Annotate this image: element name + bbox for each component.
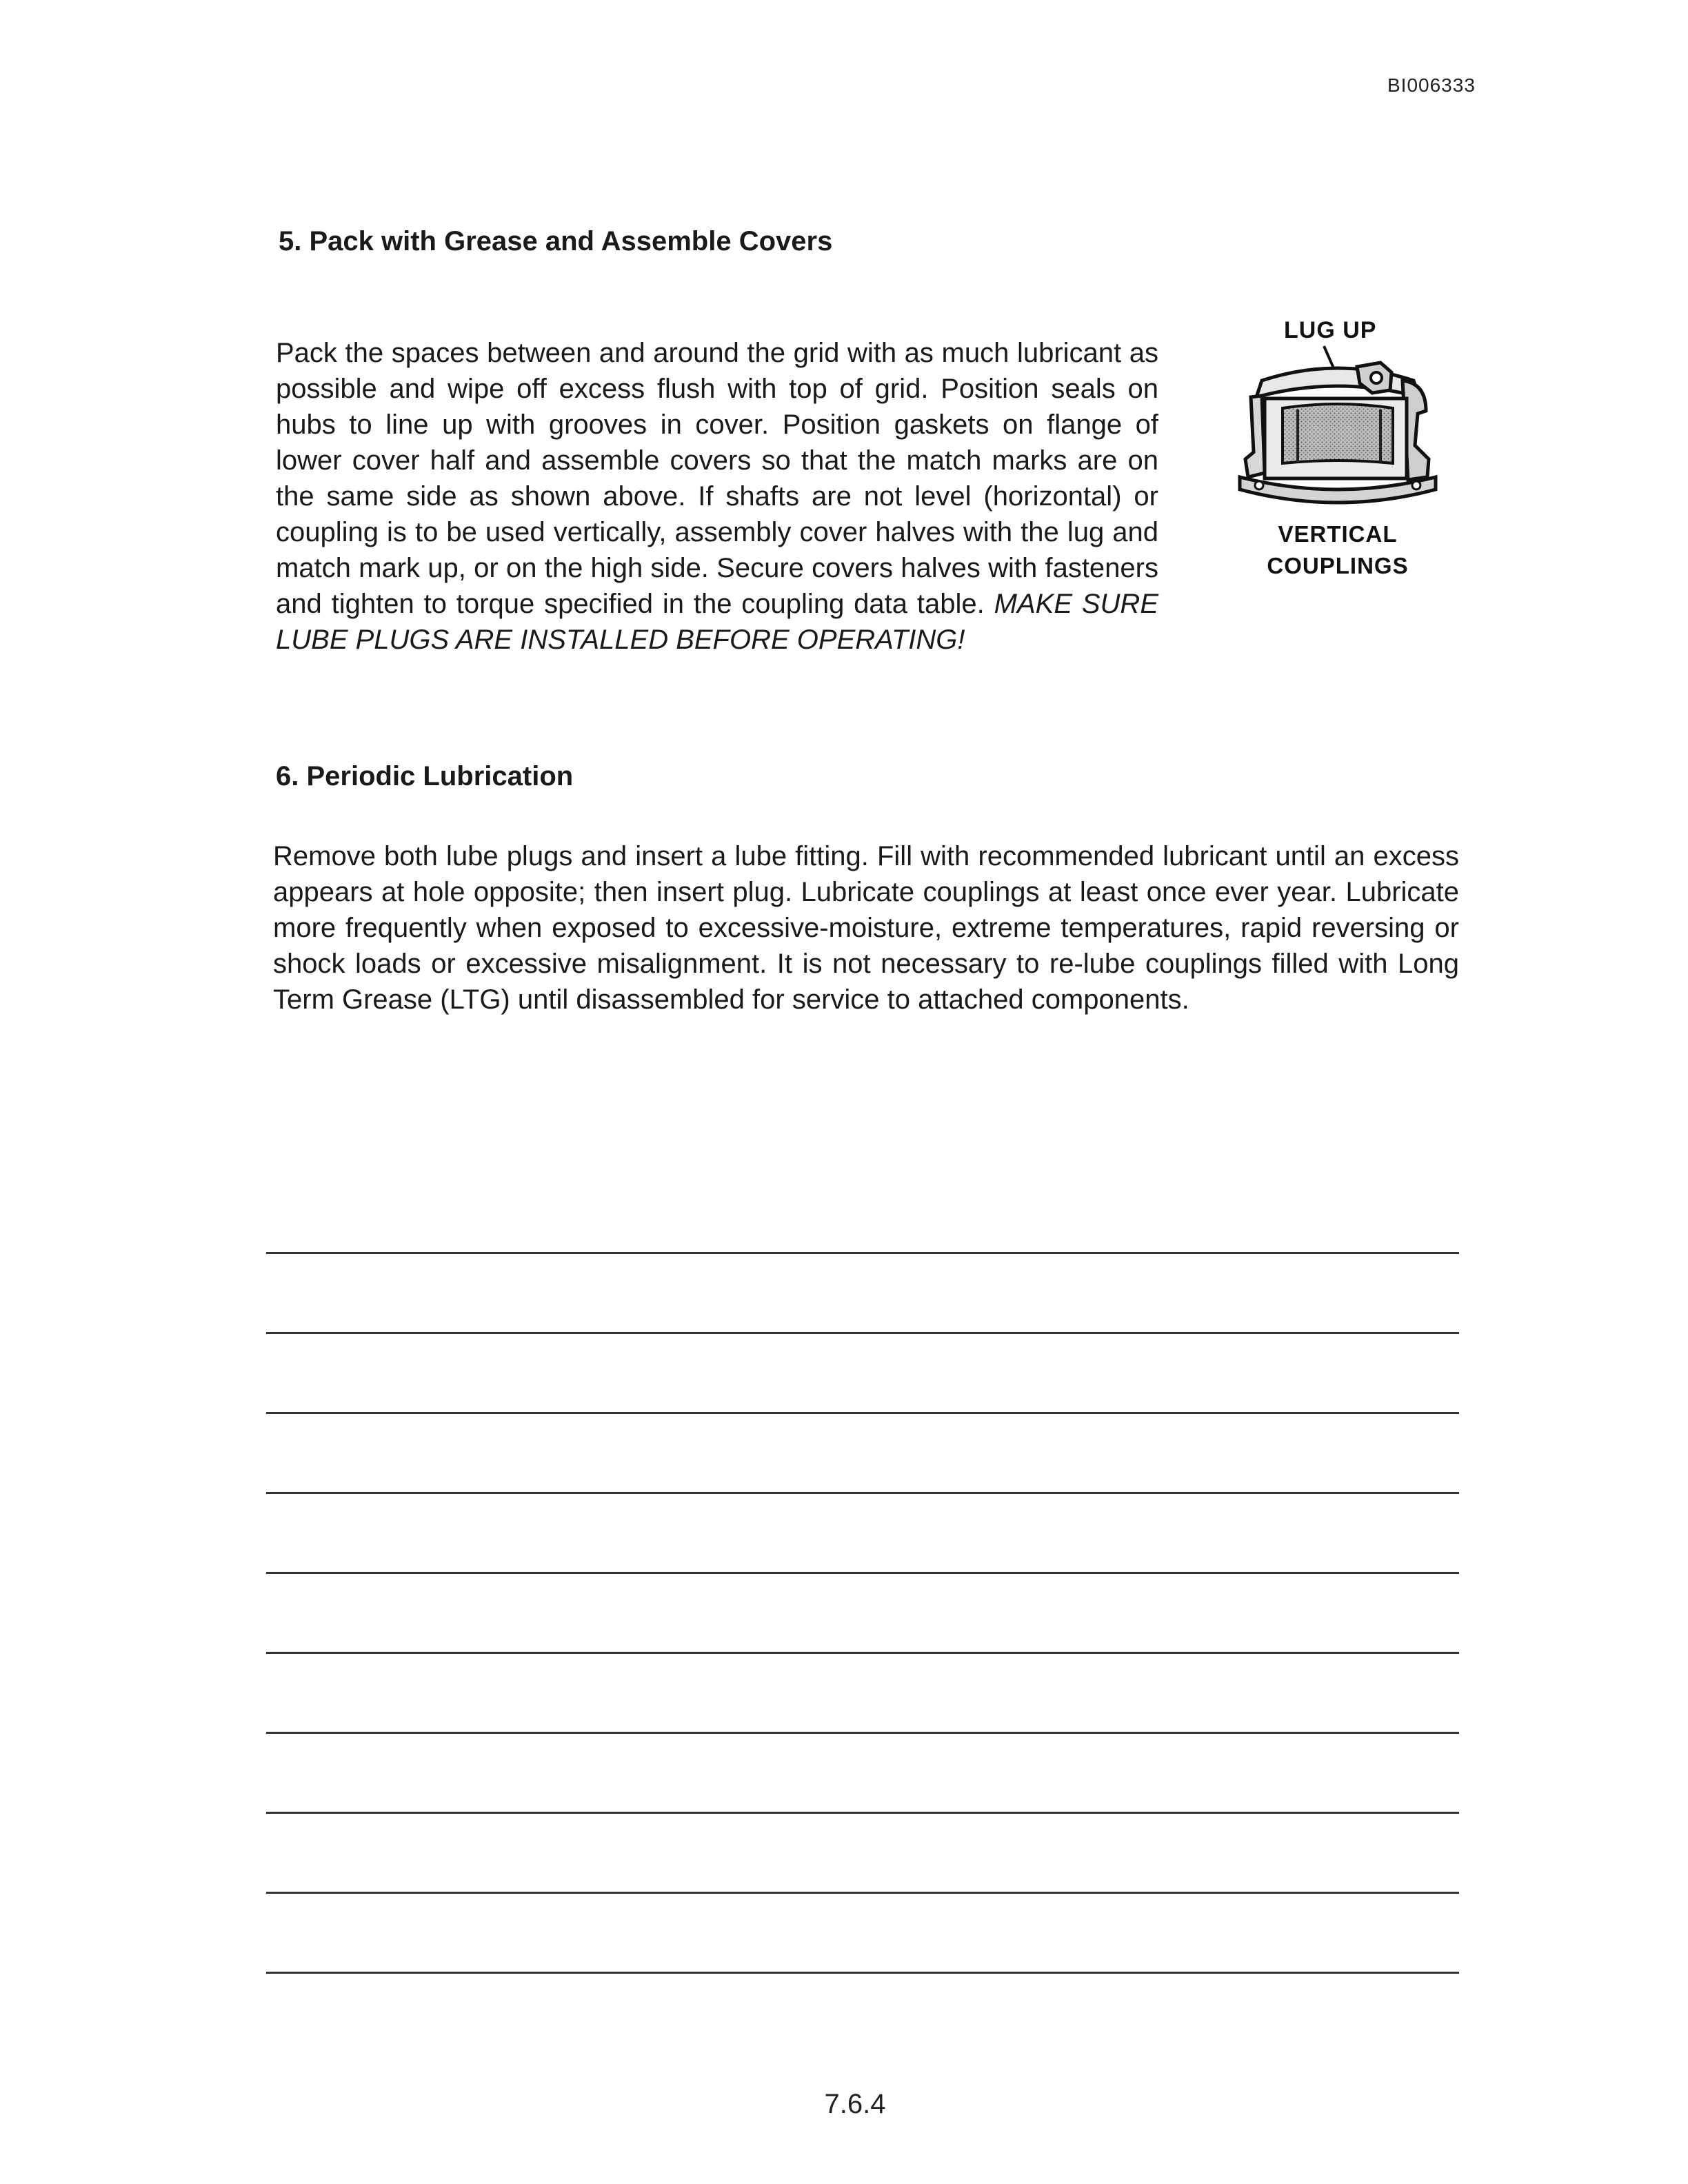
blank-line — [266, 1572, 1459, 1574]
section-5-heading: 5. Pack with Grease and Assemble Covers — [279, 226, 833, 256]
blank-line — [266, 1652, 1459, 1654]
coupling-illustration — [1234, 342, 1441, 514]
page-number: 7.6.4 — [824, 2089, 886, 2119]
section-5-warning: MAKE SURE LUBE PLUGS ARE INSTALLED BEFORE OPERATING! — [276, 589, 1159, 655]
blank-line — [266, 1812, 1459, 1814]
section-6-body: Remove both lube plugs and insert a lube fitting. Fill with recommended lubricant until an excess appears at hole opposite; then insert plug. Lubricate couplings at least once ever year. Lubricate more frequently when exposed to excessive-moisture, extreme temperatures, rapid reversing or shock loads or excessive misalignment. It is not necessary to re-lube couplings filled with Long Term Grease (LTG) until disassembled for service to attached components. — [273, 841, 1459, 1015]
vertical-couplings-caption — [1234, 518, 1441, 582]
blank-line — [266, 1252, 1459, 1254]
blank-line — [266, 1732, 1459, 1734]
blank-line — [266, 1332, 1459, 1334]
blank-line — [266, 1412, 1459, 1414]
section-5-body: Pack the spaces between and around the grid with as much lubricant as possible and wipe off excess flush with top of grid. Position seals on hubs to line up with grooves in cover. Position gaskets on flange of lower cover half and assemble covers so that the match marks are on the same side as shown above. If shafts are not level (horizontal) or coupling is to be used vertically, assembly cover halves with the lug and match mark up, or on the high side. Secure covers halves with fasteners and tighten to torque specified in the coupling data table. — [276, 338, 1158, 619]
blank-line — [266, 1492, 1459, 1494]
blank-line — [266, 1892, 1459, 1894]
section-6-heading: 6. Periodic Lubrication — [276, 761, 574, 791]
caption-line-1: VERTICAL — [1278, 521, 1398, 547]
vertical-coupling-figure — [1234, 317, 1441, 593]
lug-up-label: LUG UP — [1284, 317, 1377, 343]
section-5-paragraph — [276, 335, 1158, 658]
document-id: BI006333 — [1387, 74, 1476, 96]
blank-line — [266, 1972, 1459, 1974]
caption-line-2: COUPLINGS — [1267, 553, 1409, 578]
